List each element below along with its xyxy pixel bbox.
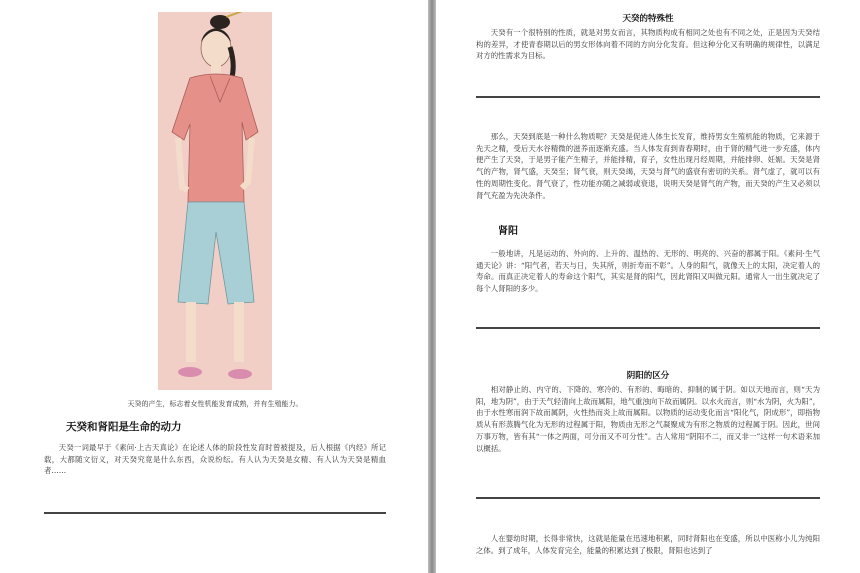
divider-line <box>44 512 386 514</box>
divider-line <box>476 327 820 329</box>
paragraph-yinyang: 相对静止的、内守的、下降的、寒冷的、有形的、晦暗的、抑制的属于阴。如以天地而言，则“天为阳，地为阴”，由于天气轻清向上故而属阳，地气重浊向下故而属阴。以水火而言，则“水为阴，火为阳”，由于水性寒而润下故而属阴，火性热而炎上故而属阳。以物质的运动变化而言“阳化气，阴成形”，即指物质从有形蒸腾气化为无形的过程属于阳，物质由无形之气凝聚成为有形之物质的过程属于阴。因此，世间万事万物，皆有其“一体之两面，可分而又不可分性”。古人常用“阴阳不二，而又非一”这样一句术语来加以概括。 <box>476 385 820 453</box>
divider-line <box>476 497 820 499</box>
section-heading-tiangui-shenyang: 天癸和肾阳是生命的动力 <box>66 421 182 433</box>
paragraph-tiangui-substance: 那么，天癸到底是一种什么物质呢？天癸是促进人体生长发育，维持男女生殖机能的物质，它来源于先天之精，受后天水谷精微的滋养而逐渐充盛。当人体发育到青春期时，由于肾的精气进一步充盛，体内便产生了天癸，于是男子能产生精子，并能排精，育子，女性出现月经周期，并能排卵、妊娠。天癸是肾气的产物，肾气盛，天癸至；肾气衰，则天癸竭，天癸与肾气的盛衰有密切的关系。肾气虚了，就可以有性的周期性变化。肾气衰了，性功能亦随之减弱或衰退，说明天癸是肾气的产物，而天癸的产生又必须以肾气充盈为先决条件。 <box>476 132 820 200</box>
heading-tiangui-special: 天癸的特殊性 <box>622 14 674 24</box>
heading-shenyang: 肾阳 <box>498 226 518 237</box>
figure-illustration <box>158 12 272 390</box>
heading-yinyang: 阴阳的区分 <box>626 371 670 381</box>
left-page <box>0 0 428 573</box>
right-page <box>436 0 860 573</box>
paragraph-shenyang: 一般地讲，凡是运动的、外向的、上升的、温热的、无形的、明亮的、兴奋的都属于阳。《素问·生气通天论》讲：“阳气者，若天与日，失其所，则折寿而不彰”。人身的阳气，就像天上的太阳，决定着人的寿命。而真正决定着人的寿命这个阳气，其实是肾的阳气，因此肾阳又叫做元阳。通常人一出生就决定了每个人肾阳的多少。 <box>476 249 820 294</box>
figure-caption: 天癸的产生，标志着女性机能发育成熟，并有生殖能力。 <box>127 400 303 408</box>
woman-illustration <box>158 12 272 390</box>
divider-line <box>476 96 820 98</box>
paragraph-tiangui-special: 天癸有一个很特别的性质，就是对男女而言，其物质构成有相同之处也有不同之处，正是因为天癸结构的差异，才使青春期以后的男女形体向着不同的方向分化发育。但这种分化又有明确的规律性，以满足对方的性需求为目标。 <box>476 28 820 61</box>
paragraph-tiangui-intro: 天癸一词最早于《素问·上古天真论》在论述人体的阶段性发育时曾被提及，后人根据《内经》所记载，大都随文衍义，对天癸究竟是什么东西，众说纷纭。有人认为天癸是女精、有人认为天癸是精血者…… <box>44 443 386 476</box>
paragraph-infancy: 人在婴幼时期，长得非常快，这就是能量在迅速地积累，同时肾阳也在变盛，所以中医称小儿为纯阳之体。到了成年，人体发育完全，能量的积累达到了极限，肾阳也达到了 <box>476 534 820 555</box>
page-gutter <box>428 0 436 573</box>
